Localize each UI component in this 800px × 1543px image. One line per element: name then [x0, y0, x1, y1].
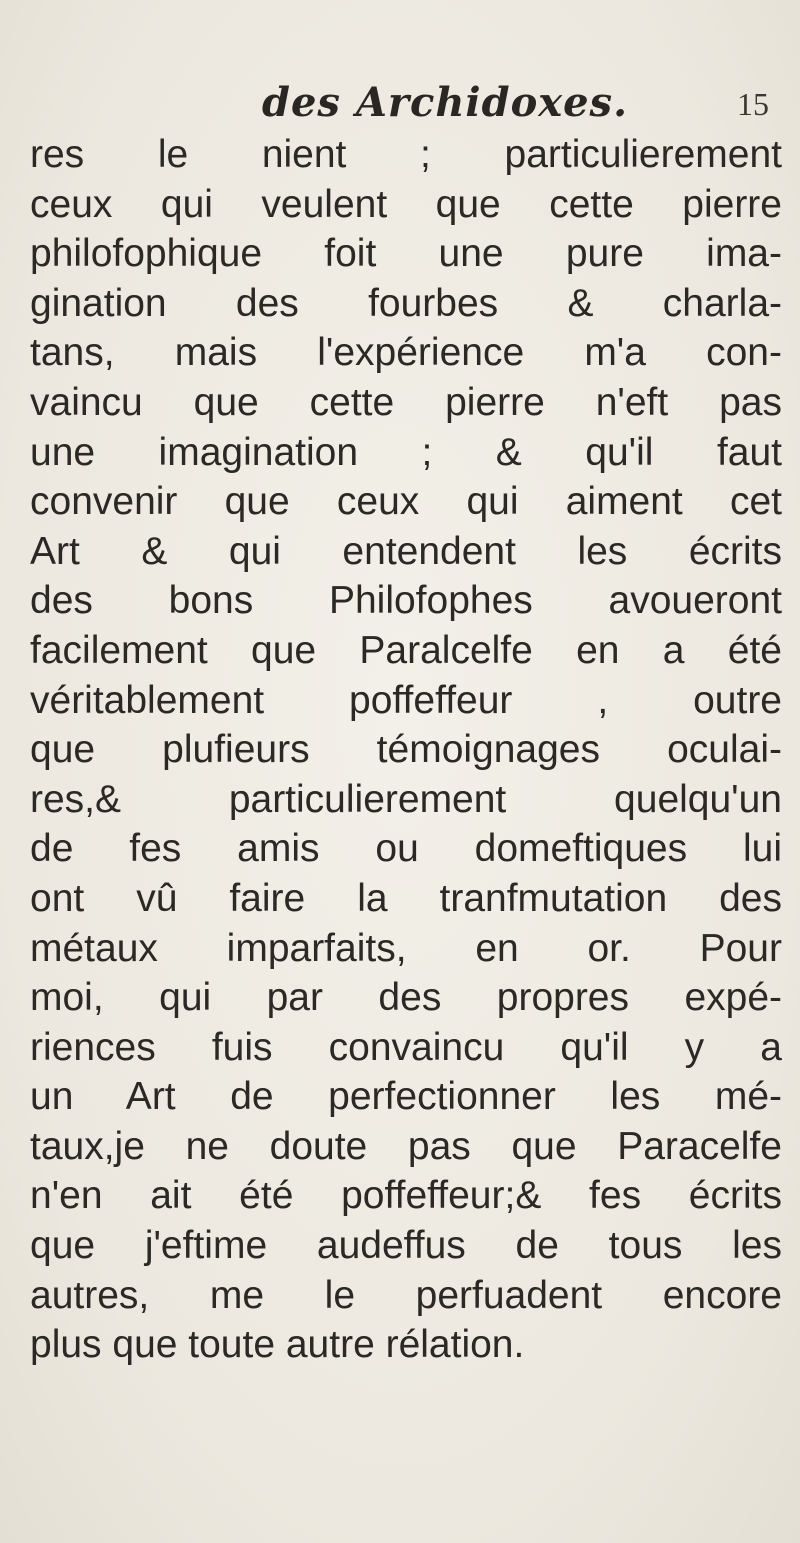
- text-line: des bons Philofophes avoueront: [30, 579, 782, 623]
- text-line: plus que toute autre rélation.: [30, 1323, 525, 1367]
- text-line: ceux qui veulent que cette pierre: [30, 182, 782, 226]
- text-line: res le nient ; particulierement: [30, 133, 782, 176]
- text-line: un Art de perfectionner les mé-: [30, 1075, 782, 1119]
- text-line: ont vû faire la tranfmutation des: [30, 876, 782, 920]
- text-line: véritablement poffeffeur , outre: [30, 678, 782, 722]
- text-line: gination des fourbes & charla-: [30, 281, 782, 325]
- text-line: autres, me le perfuadent encore: [30, 1273, 782, 1317]
- text-line: métaux imparfaits, en or. Pour: [30, 926, 782, 970]
- text-line: taux,je ne doute pas que Paracelfe: [30, 1124, 782, 1168]
- running-title: des Archidoxes.: [262, 79, 628, 126]
- text-line: une imagination ; & qu'il faut: [30, 430, 782, 474]
- text-line: n'en ait été poffeffeur;& fes écrits: [30, 1174, 782, 1218]
- text-line: facilement que Paralcelfe en a été: [30, 628, 782, 672]
- text-line: convenir que ceux qui aiment cet: [30, 480, 782, 524]
- text-line: res,& particulierement quelqu'un: [30, 777, 782, 821]
- text-line: moi, qui par des propres expé-: [30, 976, 782, 1020]
- text-line: que j'eftime audeffus de tous les: [30, 1224, 782, 1268]
- text-line: tans, mais l'expérience m'a con-: [30, 331, 782, 375]
- running-head: [0, 78, 800, 128]
- text-line: riences fuis convaincu qu'il y a: [30, 1025, 782, 1069]
- body-text: [30, 130, 790, 1370]
- text-line: philofophique foit une pure ima-: [30, 232, 782, 276]
- page-number: 15: [737, 86, 769, 122]
- text-line: vaincu que cette pierre n'eft pas: [30, 380, 782, 424]
- text-line: que plufieurs témoignages oculai-: [30, 728, 782, 772]
- text-line: Art & qui entendent les écrits: [30, 529, 782, 573]
- text-line: de fes amis ou domeftiques lui: [30, 827, 782, 871]
